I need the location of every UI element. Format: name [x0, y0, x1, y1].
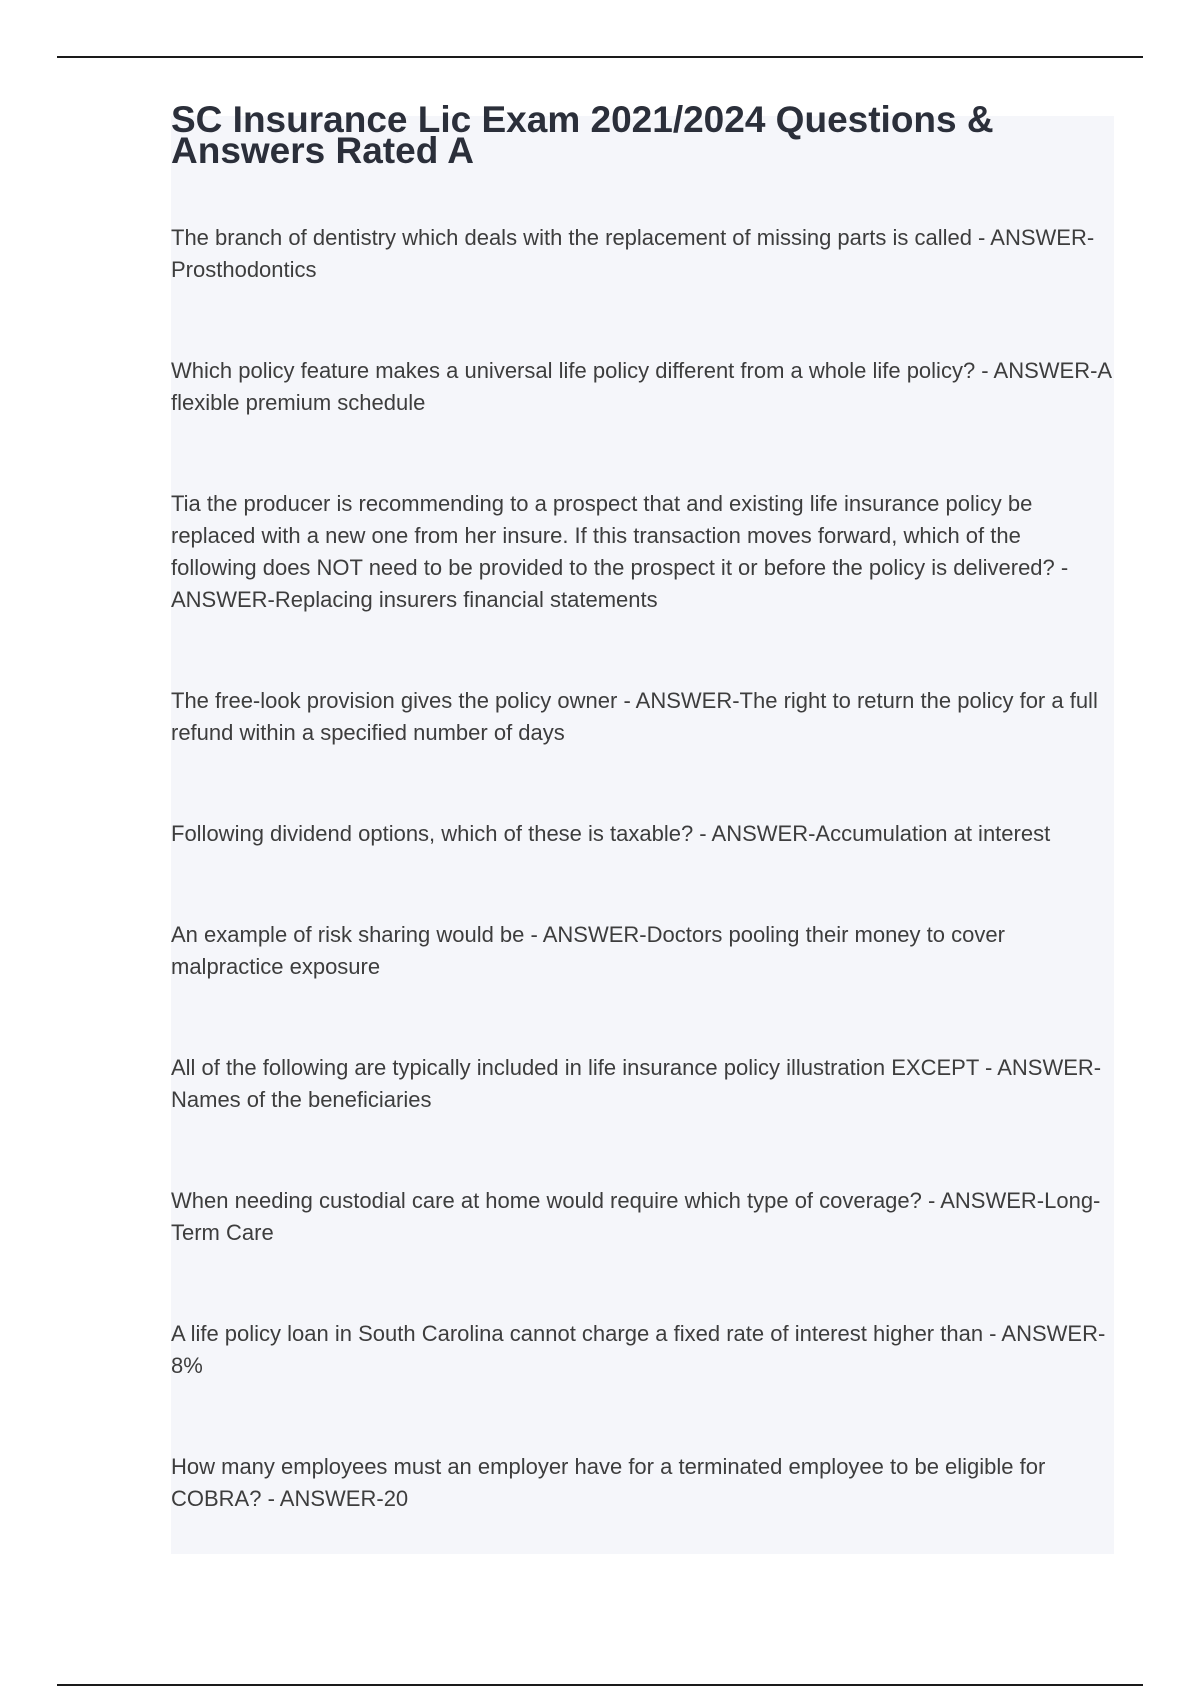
qa-item-2: Which policy feature makes a universal life policy different from a whole life policy? - ANSWER-A flexible premium schedule [171, 358, 1111, 415]
qa-item-10: How many employees must an employer have for a terminated employee to be eligible for COBRA? - ANSWER-20 [171, 1454, 1046, 1511]
qa-item-7: All of the following are typically included in life insurance policy illustration EXCEPT - ANSWER-Names of the beneficiaries [171, 1055, 1102, 1112]
qa-item-1: The branch of dentistry which deals with the replacement of missing parts is called - ANSWER-Prosthodontics [171, 225, 1095, 282]
qa-item-5: Following dividend options, which of these is taxable? - ANSWER-Accumulation at interest [171, 821, 1051, 846]
qa-item-8: When needing custodial care at home would require which type of coverage? - ANSWER-Long-Term Care [171, 1188, 1101, 1245]
qa-item-4: The free-look provision gives the policy owner - ANSWER-The right to return the policy for a full refund within a specified number of days [171, 688, 1098, 745]
top-rule [57, 56, 1143, 58]
bottom-rule [57, 1684, 1143, 1686]
qa-item-9: A life policy loan in South Carolina cannot charge a fixed rate of interest higher than - ANSWER-8% [171, 1321, 1106, 1378]
qa-item-6: An example of risk sharing would be - ANSWER-Doctors pooling their money to cover malpractice exposure [171, 922, 1005, 979]
qa-item-3: Tia the producer is recommending to a prospect that and existing life insurance policy be replaced with a new one from her insure. If this transaction moves forward, which of the following does NOT need to be provided to the prospect it or before the policy is delivered? - ANSWER-Replacing insurers financial statements [171, 491, 1069, 612]
qa-list [171, 222, 1111, 1515]
document-title: SC Insurance Lic Exam 2021/2024 Questions & Answers Rated A [171, 99, 994, 171]
document-page [171, 99, 1111, 1515]
